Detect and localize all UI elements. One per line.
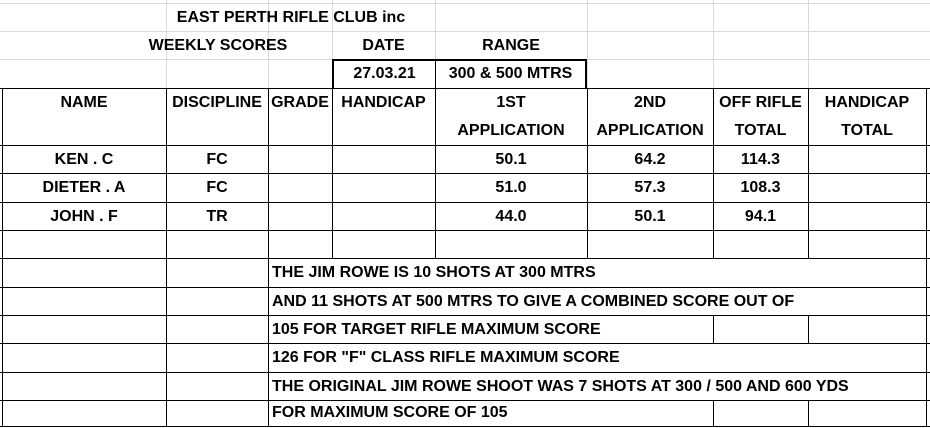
- row-2-first[interactable]: 51.0: [495, 179, 527, 196]
- gridline: [587, 0, 588, 88]
- row-2-name[interactable]: DIETER . A: [42, 179, 126, 196]
- border-line: [713, 400, 714, 427]
- row-1-total[interactable]: 114.3: [740, 151, 781, 168]
- col-header-first-bottom: APPLICATION: [457, 122, 565, 139]
- row-3-discipline[interactable]: TR: [206, 208, 228, 225]
- note-line-4[interactable]: 126 FOR "F" CLASS RIFLE MAXIMUM SCORE: [272, 349, 620, 366]
- row-3-name[interactable]: JOHN . F: [50, 208, 118, 225]
- col-header-grade: GRADE: [271, 94, 329, 111]
- club-title: EAST PERTH RIFLE CLUB inc: [176, 9, 406, 26]
- gridline: [808, 0, 809, 88]
- col-header-off-rifle-top: OFF RIFLE: [719, 94, 802, 111]
- col-header-handicap-total-bottom: TOTAL: [841, 122, 893, 139]
- note-line-2[interactable]: AND 11 SHOTS AT 500 MTRS TO GIVE A COMBINED SCORE OUT OF: [272, 293, 795, 310]
- col-header-handicap-total-top: HANDICAP: [824, 94, 910, 111]
- col-header-discipline: DISCIPLINE: [172, 94, 262, 111]
- border-line: [808, 315, 809, 344]
- gridline: [0, 3, 930, 4]
- row-3-second[interactable]: 50.1: [634, 208, 666, 225]
- note-line-6[interactable]: FOR MAXIMUM SCORE OF 105: [272, 404, 508, 421]
- row-2-second[interactable]: 57.3: [634, 179, 666, 196]
- border-line: [808, 400, 809, 427]
- note-line-1[interactable]: THE JIM ROWE IS 10 SHOTS AT 300 MTRS: [272, 264, 596, 281]
- border-line: [166, 88, 167, 427]
- col-header-handicap: HANDICAP: [341, 94, 426, 111]
- row-1-first[interactable]: 50.1: [495, 151, 527, 168]
- border-line: [926, 88, 927, 427]
- col-header-name: NAME: [60, 94, 108, 111]
- weekly-scores-label: WEEKLY SCORES: [148, 37, 288, 54]
- row-1-name[interactable]: KEN . C: [54, 151, 114, 168]
- col-header-second-bottom: APPLICATION: [596, 122, 704, 139]
- row-3-total[interactable]: 94.1: [744, 208, 777, 225]
- border-line: [713, 315, 714, 344]
- row-1-second[interactable]: 64.2: [634, 151, 666, 168]
- row-3-first[interactable]: 44.0: [495, 208, 527, 225]
- row-1-discipline[interactable]: FC: [206, 151, 228, 168]
- border-line: [0, 426, 930, 427]
- row-2-discipline[interactable]: FC: [206, 179, 228, 196]
- note-line-5[interactable]: THE ORIGINAL JIM ROWE SHOOT WAS 7 SHOTS AT 300 / 500 AND 600 YDS: [272, 378, 849, 395]
- border-line: [585, 59, 587, 88]
- col-header-second-top: 2ND: [633, 94, 666, 111]
- note-line-3[interactable]: 105 FOR TARGET RIFLE MAXIMUM SCORE: [272, 321, 601, 338]
- border-line: [2, 88, 3, 427]
- gridline: [713, 0, 714, 88]
- date-value-cell[interactable]: 27.03.21: [353, 65, 416, 82]
- row-2-total[interactable]: 108.3: [740, 179, 781, 196]
- col-header-first-top: 1ST: [496, 94, 526, 111]
- col-header-off-rifle-bottom: TOTAL: [734, 122, 787, 139]
- range-value-cell[interactable]: 300 & 500 MTRS: [448, 65, 573, 82]
- range-label: RANGE: [482, 37, 540, 54]
- date-label: DATE: [362, 37, 405, 54]
